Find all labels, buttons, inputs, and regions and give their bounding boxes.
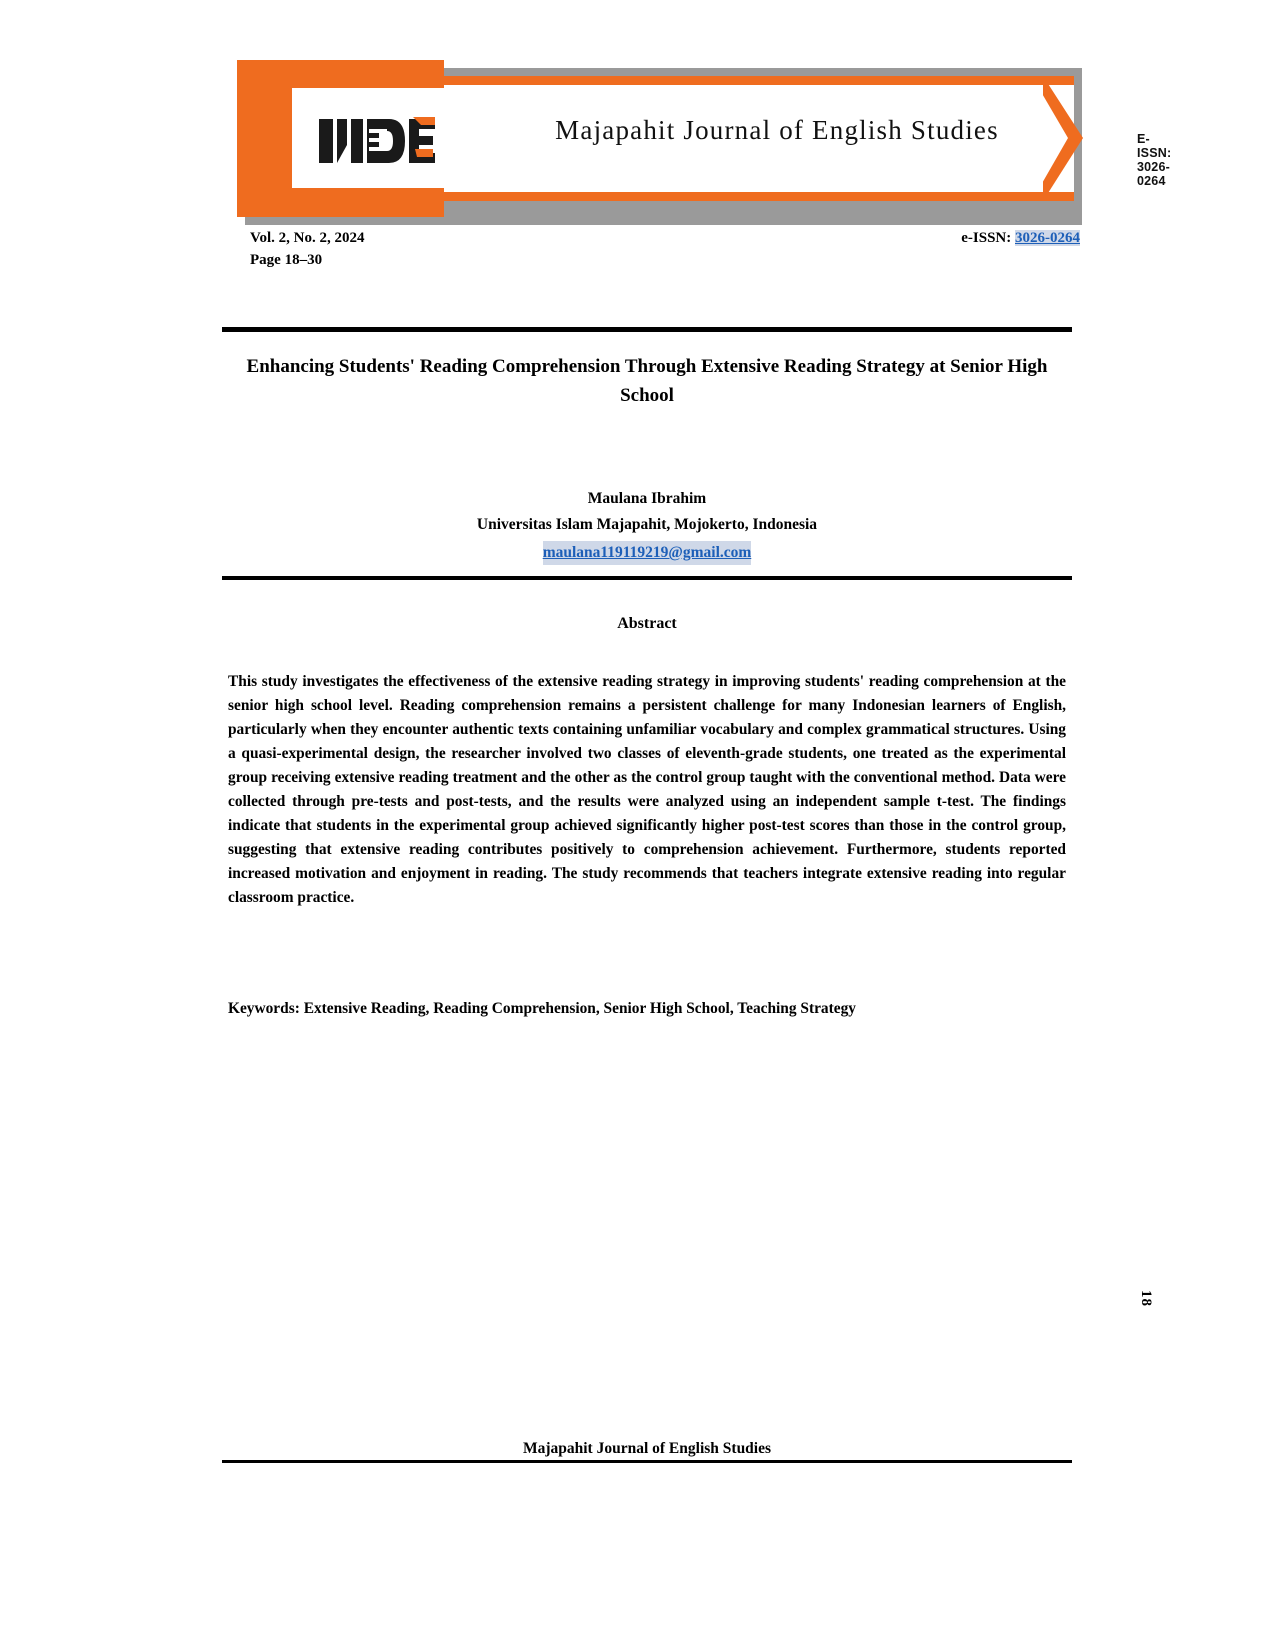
volume-line: Vol. 2, No. 2, 2024: [250, 230, 365, 246]
eissn-label: e-ISSN:: [961, 230, 1012, 246]
author-names: Maulana Ibrahim: [587, 490, 707, 507]
journal-masthead: [237, 60, 1172, 225]
author-block: [222, 487, 1072, 565]
journal-title: Majapahit Journal of English Studies: [555, 115, 999, 145]
eissn-badge: E-ISSN: 3026-0264: [1137, 132, 1172, 188]
eissn-value-link[interactable]: 3026-0264: [1015, 230, 1080, 246]
page-side-mark: 18: [1138, 1290, 1154, 1307]
footer-journal-note: Majapahit Journal of English Studies: [222, 1440, 1072, 1463]
article-title: Enhancing Students' Reading Comprehension Through Extensive Reading Strategy at Senior High School: [246, 356, 1048, 407]
eissn-line: [961, 230, 1080, 247]
divider-top: [222, 327, 1072, 332]
mjes-logo-icon: [317, 105, 437, 171]
abstract-heading: Abstract: [617, 615, 677, 632]
divider-below-authors: [222, 576, 1072, 580]
abstract-text: This study investigates the effectiveness of the extensive reading strategy in improving students' reading comprehension at the senior high school level. Reading comprehension remains a persistent challenge for many Indonesian learners of English, particularly when they encounter authentic texts containing unfamiliar vocabulary and complex grammatical structures. Using a quasi-experimental design, the researcher involved two classes of eleventh-grade students, one treated as the experimental group receiving extensive reading treatment and the other as the control group taught with the conventional method. Data were collected through pre-tests and post-tests, and the results were analyzed using an independent sample t-test. The findings indicate that students in the experimental group achieved significantly higher post-test scores than those in the control group, suggesting that extensive reading contributes positively to comprehension achievement. Furthermore, students reported increased motivation and enjoyment in reading. The study recommends that teachers integrate extensive reading into regular classroom practice.: [228, 673, 1066, 907]
keywords-line: [228, 1000, 1066, 1018]
keywords-value: Extensive Reading, Reading Comprehension, Senior High School, Teaching Strategy: [303, 1000, 856, 1017]
author-email-link[interactable]: maulana119119219@gmail.com: [543, 541, 752, 565]
pages-line: Page 18–30: [250, 251, 323, 268]
author-affiliation: Universitas Islam Majapahit, Mojokerto, Indonesia: [476, 516, 818, 534]
issue-meta: [250, 228, 364, 272]
keywords-label: Keywords:: [228, 1000, 300, 1017]
